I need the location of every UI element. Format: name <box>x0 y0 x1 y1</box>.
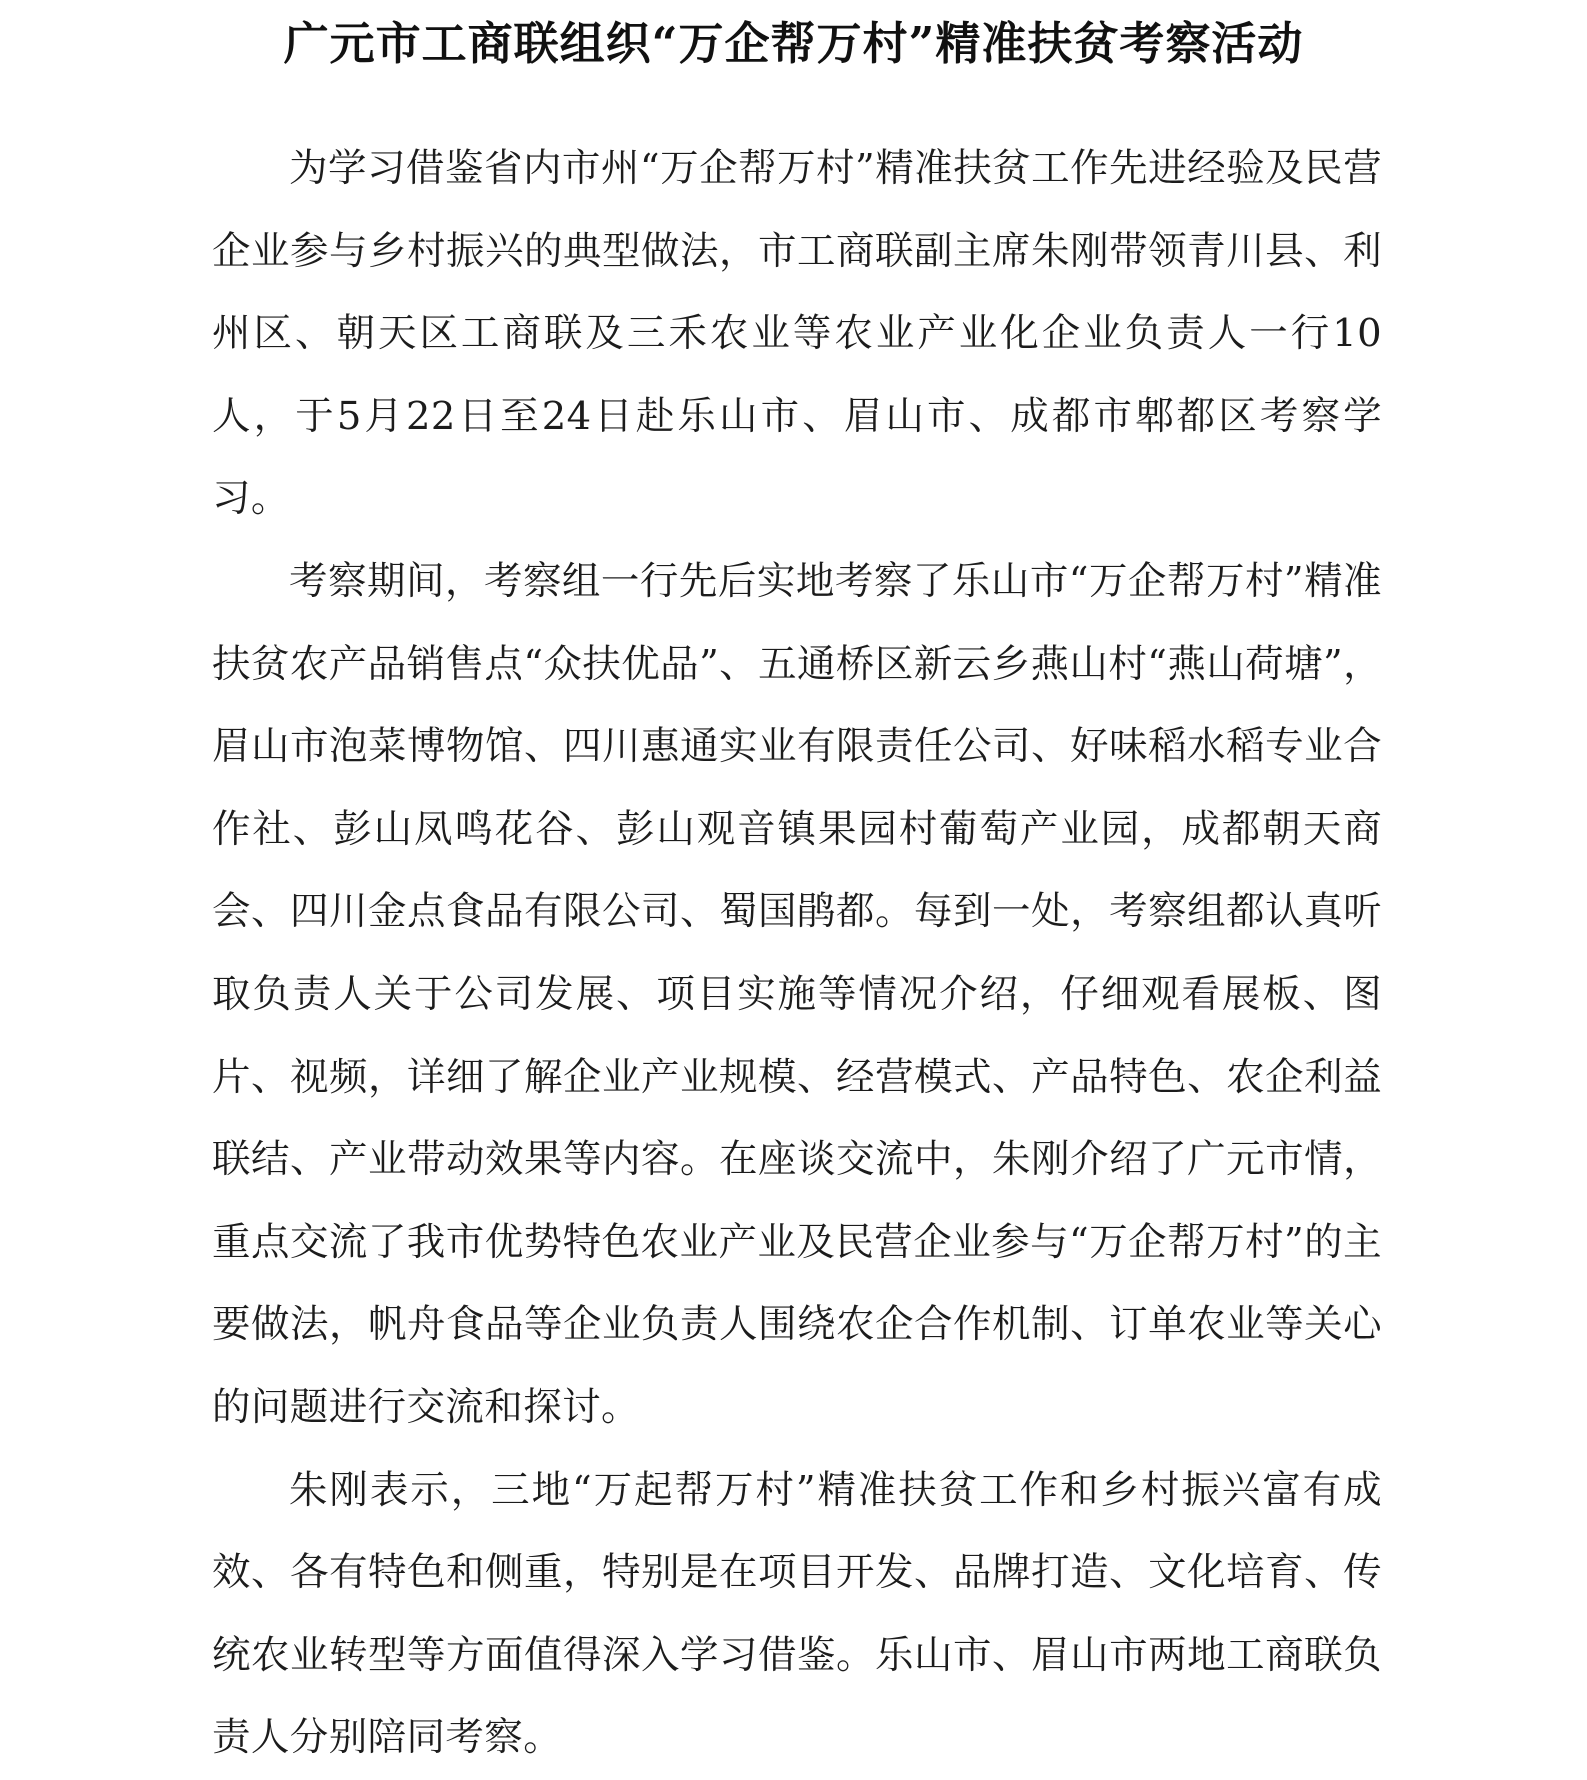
paragraph-summary: 朱刚表示，三地“万起帮万村”精准扶贫工作和乡村振兴富有成效、各有特色和侧重，特别是在项目开发、品牌打造、文化培育、传统农业转型等方面值得深入学习借鉴。乐山市、眉山市两地工商联负责人分别陪同考察。 <box>212 1467 1382 1761</box>
document-body <box>212 128 1382 1780</box>
paragraph-inspection: 考察期间，考察组一行先后实地考察了乐山市“万企帮万村”精准扶贫农产品销售点“众扶优品”、五通桥区新云乡燕山村“燕山荷塘”，眉山市泡菜博物馆、四川惠通实业有限责任公司、好味稻水稻专业合作社、彭山凤鸣花谷、彭山观音镇果园村葡萄产业园，成都朝天商会、四川金点食品有限公司、蜀国鹃都。每到一处，考察组都认真听取负责人关于公司发展、项目实施等情况介绍，仔细观看展板、图片、视频，详细了解企业产业规模、经营模式、产品特色、农企利益联结、产业带动效果等内容。在座谈交流中，朱刚介绍了广元市情，重点交流了我市优势特色农业产业及民营企业参与“万企帮万村”的主要做法，帆舟食品等企业负责人围绕农企合作机制、订单农业等关心的问题进行交流和探讨。 <box>212 558 1382 1430</box>
document-title: 广元市工商联组织“万企帮万村”精准扶贫考察活动 <box>283 17 1304 70</box>
paragraph-intro: 为学习借鉴省内市州“万企帮万村”精准扶贫工作先进经验及民营企业参与乡村振兴的典型做法，市工商联副主席朱刚带领青川县、利州区、朝天区工商联及三禾农业等农业产业化企业负责人一行10人，于5月22日至24日赴乐山市、眉山市、成都市郫都区考察学习。 <box>212 146 1382 522</box>
